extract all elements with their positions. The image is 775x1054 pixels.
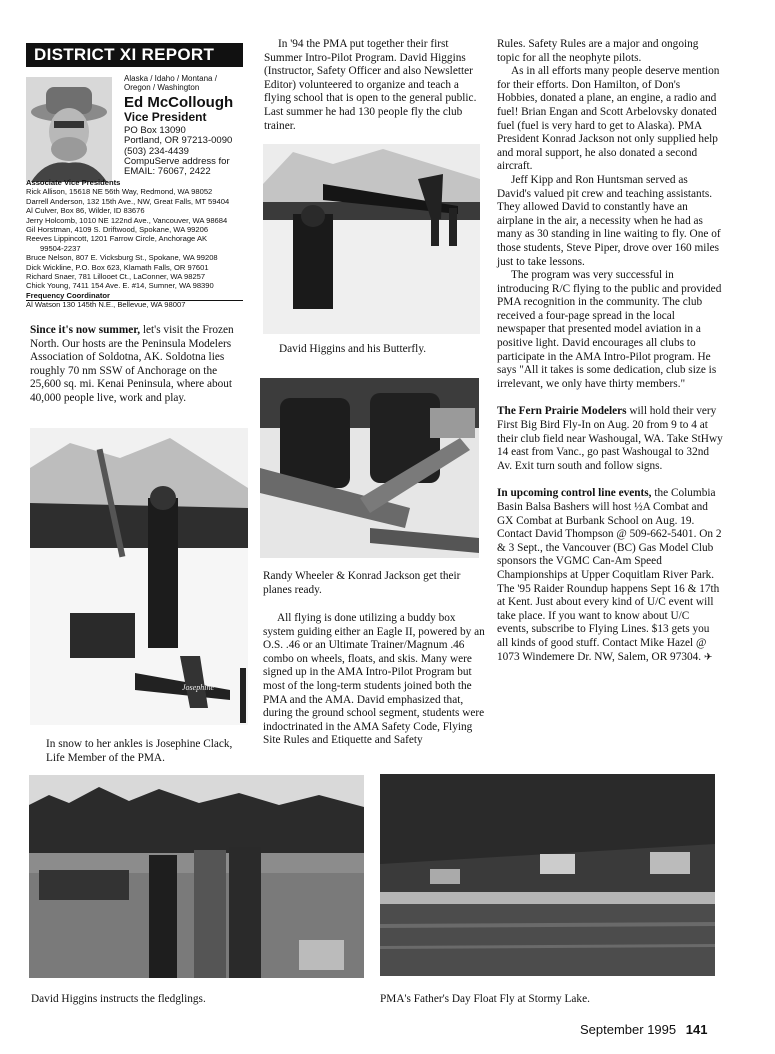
associate-entry: Gil Horstman, 4109 S. Driftwood, Spokane, WA 99206 [26, 225, 209, 235]
associate-entry: Rick Allison, 15618 NE 56th Way, Redmond, WA 98052 [26, 187, 213, 197]
col3-p3: Jeff Kipp and Ron Huntsman served as David's valued pit crew and teaching assistants. They allowed David to constantly have an airplane in the air, a necessity when he had as many as 30 standing in line waiting to fly. One of those students, Steve Piper, drove over 160 miles just to take lessons. [497, 173, 721, 268]
associate-entry: 99504-2237 [40, 243, 81, 253]
col2-intro-text: In '94 the PMA put together their first Summer Intro-Pilot Program. David Higgins (Instructor, Safety Officer and also Newsletter Editor) volunteered to organize and teach a flying school that is open to the general public. Last summer he had 130 people fly the club trainer. [264, 38, 477, 132]
vp-address1: PO Box 13090 [124, 125, 186, 136]
col2-flying [263, 612, 487, 748]
associate-entry: Al Culver, Box 86, Wilder, ID 83676 [26, 206, 145, 216]
associate-entry: Bruce Nelson, 807 E. Vicksburg St., Spokane, WA 99208 [26, 253, 218, 263]
vp-name: Ed McCollough [124, 94, 234, 111]
associate-entry: Reeves Lippincott, 1201 Farrow Circle, Anchorage AK [26, 234, 208, 244]
control-line-lead: In upcoming control line events, [497, 487, 652, 500]
associate-entry: Dick Wickline, P.O. Box 623, Klamath Falls, OR 97601 [26, 262, 209, 272]
associates-heading: Associate Vice Presidents [26, 178, 121, 187]
photo-fledglings [29, 775, 364, 978]
vp-email: EMAIL: 76067, 2422 [124, 166, 211, 178]
continue-arrow-icon: ✈ [703, 651, 713, 663]
frequency-coordinator: Al Watson 130 145th N.E., Bellevue, WA 98007 [26, 300, 186, 310]
caption-butterfly: David Higgins and his Butterfly. [279, 343, 427, 355]
plane-label: Josephine [182, 683, 214, 692]
associate-entry: Richard Snaer, 781 Lillooet Ct., LaConner, WA 98257 [26, 272, 206, 282]
associate-entry: Jerry Holcomb, 1010 NE 122nd Ave., Vancouver, WA 98684 [26, 215, 228, 225]
caption-float-fly: PMA's Father's Day Float Fly at Stormy Lake. [380, 993, 590, 1005]
photo-butterfly [263, 144, 480, 334]
page-number: 141 [685, 1022, 708, 1037]
col3-p1: Rules. Safety Rules are a major and ongoing topic for all the neophyte pilots. [497, 38, 699, 64]
caption-josephine: In snow to her ankles is Josephine Clack, Life Member of the PMA. [46, 738, 233, 764]
control-line-text: the Columbia Basin Balsa Bashers will host ½A Combat and GX Combat at Burbank School on Aug. 19. Contact David Thompson @ 509-662-5401. On 2 & 3 Sept., the Vancouver (BC) Gas Model Club sponsors the VGMC Can-Am Speed Championships at Upper Coquitlam River Park. The '95 Raider Roundup happens Sept 16 & 17th at Kent. Just about every kind of U/C event will take place. If you want to know about U/C events, subscribe to Flying Lines. $13 gets you all kinds of good stuff. Contact Mike Hazel @ 1073 Windemere Dr. NW, Salem, OR 97304. [497, 487, 722, 663]
issue-date: September 1995 [580, 1022, 677, 1037]
vp-compuserve: CompuServe address for [124, 155, 230, 167]
vp-contact [124, 126, 249, 177]
associate-entry: Chick Young, 7411 154 Ave. E. #14, Sumner, WA 98390 [26, 281, 214, 291]
vp-states: Alaska / Idaho / Montana / Oregon / Washington [124, 74, 217, 92]
photo-randy-konrad [260, 378, 479, 558]
folio [580, 1022, 707, 1038]
caption-fledglings: David Higgins instructs the fledglings. [31, 993, 206, 1005]
photo-josephine [30, 428, 248, 725]
associates-list [26, 178, 246, 310]
district-report-box [26, 43, 243, 310]
frequency-heading: Frequency Coordinator [26, 290, 110, 300]
fern-text: will hold their very First Big Bird Fly-In on Aug. 20 from 9 to 4 at their club field near Washougal, WA. Take StHwy 14 east from Vanc., go past Washougal to 32nd Av. Exit turn south and follow signs. [497, 405, 723, 472]
col3-p4: The program was very successful in introducing R/C flying to the public and provided PMA recognition in the community. The club received a four-page spread in the local newspaper that presented model aviation in a positive light. David encourages all clubs to participate in the AMA Intro-Pilot program. He says "All it takes is some dedication, club size is irrelevant, we only have thirty members." [497, 269, 722, 390]
col2-intro [264, 38, 488, 133]
vp-portrait [26, 77, 112, 182]
col1-intro [30, 324, 248, 406]
col1-text: let's visit the Frozen North. Our hosts are the Peninsula Modelers Association of Soldotna, AK. Soldotna lies roughly 70 nm SSW of Anchorage on the 25,600 sq. mi. Kenai Peninsula, where about 40,000 people live, work and play. [30, 324, 234, 404]
vp-phone: (503) 234-4439 [124, 145, 189, 157]
col3-p2: As in all efforts many people deserve mention for their efforts. Don Hamilton, of Don's Hobbies, donated a plane, an engine, a radio and fuel! Brian Engan and Scott Arbelovsky donated fuel (fuel is very hard to get to Alaska). PMA President Konrad Jackson not only supplied help and moral support, he also donated a second aircraft. [497, 65, 720, 173]
caption-randy-konrad: Randy Wheeler & Konrad Jackson get their planes ready. [263, 570, 461, 596]
photo-float-fly [380, 774, 715, 976]
report-title: DISTRICT XI REPORT [26, 43, 243, 67]
col3-text [497, 38, 723, 664]
vp-address2: Portland, OR 97213-0090 [124, 135, 233, 147]
vp-role: Vice President [124, 110, 207, 124]
col1-lead: Since it's now summer, [30, 324, 141, 336]
associate-entry: Darrell Anderson, 132 15th Ave., NW, Great Falls, MT 59404 [26, 196, 230, 206]
col2-flying-text: All flying is done utilizing a buddy box system guiding either an Eagle II, powered by an O.S. .46 or an Ultimate Trainer/Magnum .46 combo on wheels, floats, and skis. Many were signed up in the AMA Intro-Pilot Program but most of the long-term students joined both the PMA and the AMA. David emphasized that, during the ground school segment, students were indoctrinated in the AMA Safety Code, Flying Site Rules and Etiquette and Safety [263, 612, 485, 747]
fern-lead: The Fern Prairie Modelers [497, 405, 627, 418]
